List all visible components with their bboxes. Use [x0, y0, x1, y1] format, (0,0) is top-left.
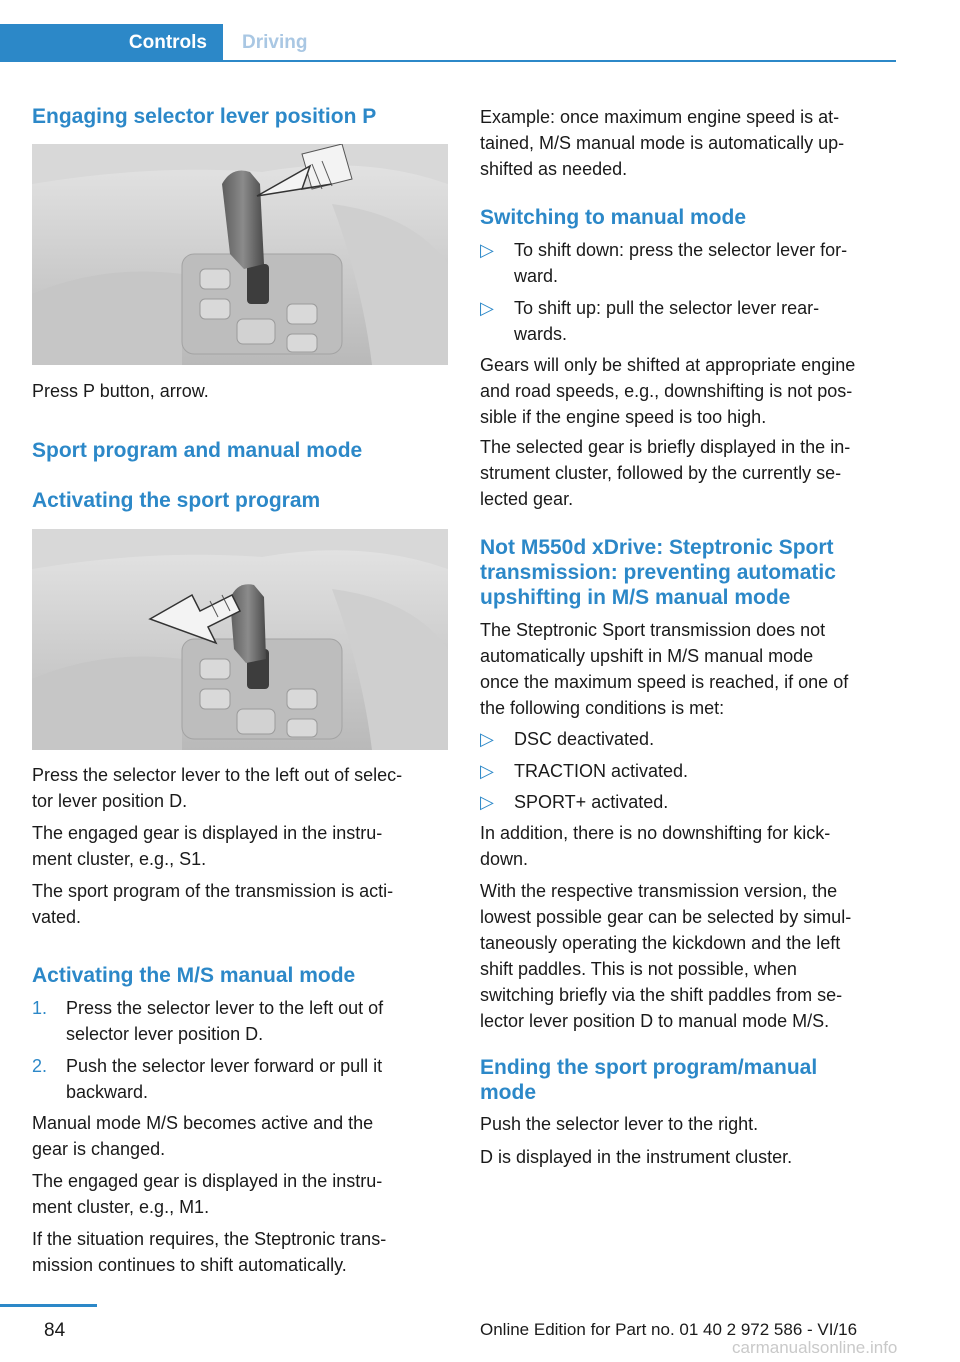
text-steptronic-3: once the maximum speed is reached, if one of — [480, 672, 849, 692]
text-manual-active-1: Manual mode M/S becomes active and the — [32, 1113, 374, 1133]
heading-sport-manual: Sport program and manual mode — [32, 439, 363, 462]
text-selected-3: lected gear. — [480, 489, 574, 509]
text-push-right: Push the selector lever to the right. — [480, 1114, 759, 1134]
text-respective-3: taneously operating the kickdown and the left — [480, 933, 841, 953]
triangle-bullet-icon: ▷ — [480, 298, 494, 318]
list-text-line: To shift up: pull the selector lever rear‐ — [514, 298, 820, 318]
step-text-line: Press the selector lever to the left out of — [66, 998, 384, 1018]
text-example-2: tained, M/S manual mode is automatically up‐ — [480, 133, 845, 153]
list-item — [480, 726, 896, 752]
text-situation-2: mission continues to shift automatically. — [32, 1255, 347, 1275]
list-item — [480, 237, 896, 289]
tab-controls[interactable]: Controls — [0, 24, 223, 61]
text-example-1: Example: once maximum engine speed is at‐ — [480, 107, 840, 127]
list-text-line: ward. — [514, 266, 559, 286]
heading-activating-sport: Activating the sport program — [32, 489, 321, 512]
heading-not-m550-1: Not M550d xDrive: Steptronic Sport — [480, 536, 834, 559]
text-respective-1: With the respective transmission version, the — [480, 881, 838, 901]
step-marker: 1. — [32, 998, 48, 1018]
text-engaged-m-2: ment cluster, e.g., M1. — [32, 1197, 210, 1217]
text-steptronic-4: the following conditions is met: — [480, 698, 725, 718]
text-steptronic-2: automatically upshift in M/S manual mode — [480, 646, 814, 666]
text-sport-activated-1: The sport program of the transmission is acti‐ — [32, 881, 394, 901]
text-example-3: shifted as needed. — [480, 159, 628, 179]
condition-text: TRACTION activated. — [514, 761, 689, 781]
footer-divider — [0, 1304, 97, 1307]
text-respective-4: shift paddles. This is not possible, when — [480, 959, 797, 979]
triangle-bullet-icon: ▷ — [480, 729, 494, 749]
text-selected-1: The selected gear is briefly displayed in the in‐ — [480, 437, 851, 457]
condition-text: DSC deactivated. — [514, 729, 655, 749]
page-number: 84 — [44, 1320, 66, 1341]
text-selected-2: strument cluster, followed by the currently se‐ — [480, 463, 842, 483]
heading-activating-ms: Activating the M/S manual mode — [32, 964, 356, 987]
text-press-left-1: Press the selector lever to the left out of selec‐ — [32, 765, 403, 785]
triangle-bullet-icon: ▷ — [480, 240, 494, 260]
list-text-line: wards. — [514, 324, 568, 344]
text-respective-6: lector lever position D to manual mode M/S. — [480, 1011, 830, 1031]
watermark: carmanualsonline.info — [732, 1338, 898, 1357]
photo-p-button — [32, 144, 448, 365]
list-item — [480, 295, 896, 347]
text-press-left-2: tor lever position D. — [32, 791, 188, 811]
list-item — [32, 995, 448, 1047]
text-kick-2: down. — [480, 849, 529, 869]
text-press-p: Press P button, arrow. — [32, 381, 209, 401]
text-engaged-m-1: The engaged gear is displayed in the instru‐ — [32, 1171, 383, 1191]
heading-engaging-p: Engaging selector lever position P — [32, 105, 377, 128]
heading-not-m550-2: transmission: preventing automatic — [480, 561, 836, 584]
list-text-line: To shift down: press the selector lever for‐ — [514, 240, 848, 260]
edition-text: Online Edition for Part no. 01 40 2 972 586 - VI/16 — [480, 1320, 858, 1339]
text-gears-3: sible if the engine speed is too high. — [480, 407, 767, 427]
text-respective-2: lowest possible gear can be selected by simul‐ — [480, 907, 852, 927]
heading-ending-2: mode — [480, 1081, 537, 1104]
step-text-line: backward. — [66, 1082, 149, 1102]
step-text-line: selector lever position D. — [66, 1024, 264, 1044]
list-item — [32, 1053, 448, 1105]
text-engaged-s-1: The engaged gear is displayed in the instru‐ — [32, 823, 383, 843]
text-kick-1: In addition, there is no downshifting for kick‐ — [480, 823, 831, 843]
step-text-line: Push the selector lever forward or pull it — [66, 1056, 383, 1076]
heading-ending-1: Ending the sport program/manual — [480, 1056, 818, 1079]
photo-selector-left — [32, 529, 448, 750]
text-respective-5: switching briefly via the shift paddles from se‐ — [480, 985, 843, 1005]
heading-switching-manual: Switching to manual mode — [480, 206, 747, 229]
list-item — [480, 758, 896, 784]
text-gears-2: and road speeds, e.g., downshifting is not pos‐ — [480, 381, 853, 401]
tab-driving[interactable]: Driving — [242, 31, 308, 53]
step-marker: 2. — [32, 1056, 48, 1076]
text-steptronic-1: The Steptronic Sport transmission does not — [480, 620, 826, 640]
text-engaged-s-2: ment cluster, e.g., S1. — [32, 849, 207, 869]
text-gears-1: Gears will only be shifted at appropriate engine — [480, 355, 856, 375]
text-sport-activated-2: vated. — [32, 907, 82, 927]
triangle-bullet-icon: ▷ — [480, 792, 494, 812]
page-header — [0, 0, 960, 62]
list-item — [480, 789, 896, 815]
header-divider — [0, 60, 896, 62]
heading-not-m550-3: upshifting in M/S manual mode — [480, 586, 791, 609]
triangle-bullet-icon: ▷ — [480, 761, 494, 781]
text-situation-1: If the situation requires, the Steptronic trans‐ — [32, 1229, 387, 1249]
text-d-displayed: D is displayed in the instrument cluster. — [480, 1147, 793, 1167]
text-manual-active-2: gear is changed. — [32, 1139, 166, 1159]
condition-text: SPORT+ activated. — [514, 792, 669, 812]
